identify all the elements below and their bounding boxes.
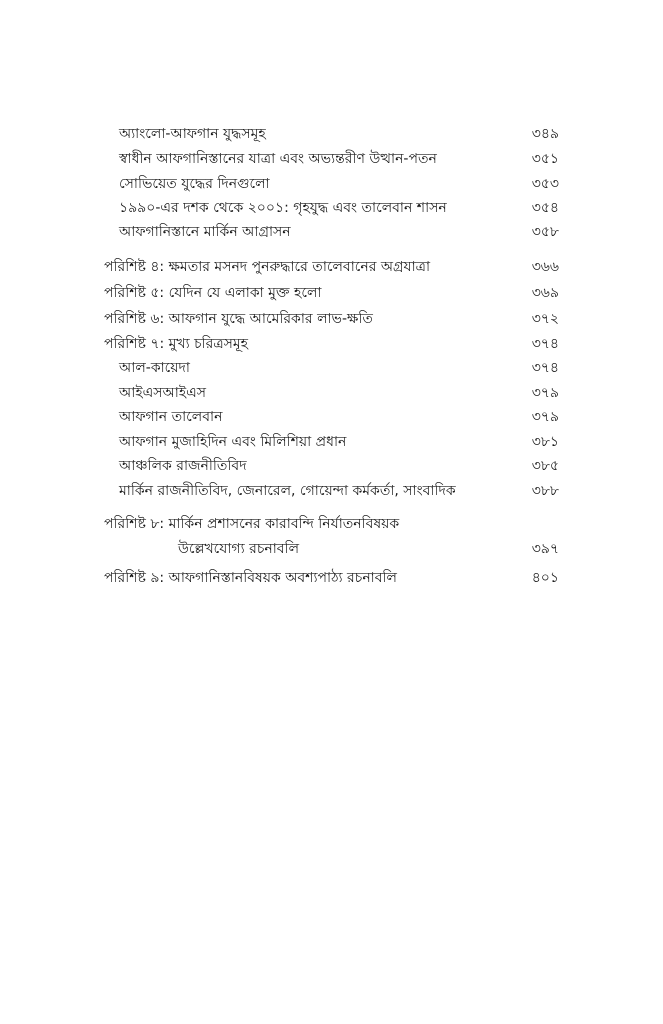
toc-entry-title: ১৯৯০-এর দশক থেকে ২০০১: গৃহযুদ্ধ এবং তালেবান শাসন [119,200,447,216]
toc-entry-page: ৩৭৯ [531,385,559,401]
toc-entry-title: মার্কিন রাজনীতিবিদ, জেনারেল, গোয়েন্দা কর্মকর্তা, সাংবাদিক [119,483,456,499]
toc-entry-page: ৩৪৯ [531,126,559,142]
toc-entry[interactable] [0,148,663,170]
toc-entry-page: ৩৯৭ [531,541,559,557]
toc-entry[interactable] [0,480,663,502]
toc-entry-page: ৩৮১ [531,434,559,450]
toc-entry-title: আফগান মুজাহিদিন এবং মিলিশিয়া প্রধান [119,434,347,450]
toc-entry-title: সোভিয়েত যুদ্ধের দিনগুলো [119,176,270,192]
toc-entry[interactable] [0,221,663,243]
toc-entry-title-continuation: উল্লেখযোগ্য রচনাবলি [178,541,300,557]
toc-entry[interactable] [0,431,663,453]
toc-entry[interactable] [0,197,663,219]
toc-appendix-9[interactable] [0,567,663,589]
toc-entry-title: আইএসআইএস [119,385,207,401]
toc-entry-page: ৩৬৯ [531,285,559,301]
toc-appendix-8[interactable] [0,513,663,535]
toc-entry-title: পরিশিষ্ট ৭: মুখ্য চরিত্রসমূহ [104,336,249,352]
toc-entry-title: পরিশিষ্ট ৫: যেদিন যে এলাকা মুক্ত হলো [104,285,322,301]
toc-entry-title: আফগানিস্তানে মার্কিন আগ্রাসন [119,224,291,240]
toc-entry-title: স্বাধীন আফগানিস্তানের যাত্রা এবং অভ্যন্তরীণ উত্থান-পতন [119,151,437,167]
toc-entry-page: ৩৫৮ [531,224,559,240]
toc-entry[interactable] [0,455,663,477]
toc-appendix-5[interactable] [0,282,663,304]
toc-entry-page: ৩৫১ [531,151,559,167]
toc-entry[interactable] [0,406,663,428]
toc-entry-page: ৪০১ [531,570,559,586]
toc-entry-page: ৩৫৩ [531,176,559,192]
toc-entry-title: পরিশিষ্ট ৯: আফগানিস্তানবিষয়ক অবশ্যপাঠ্য রচনাবলি [104,570,397,586]
toc-entry-title: আঞ্চলিক রাজনীতিবিদ [119,458,247,474]
toc-entry-title: অ্যাংলো-আফগান যুদ্ধসমূহ [119,126,266,142]
toc-entry-page: ৩৬৬ [531,259,559,275]
toc-entry[interactable] [0,123,663,145]
toc-entry-title: আফগান তালেবান [119,409,223,425]
toc-appendix-8-continuation[interactable] [0,538,663,560]
toc-appendix-4[interactable] [0,256,663,278]
toc-entry-page: ৩৭৪ [531,360,559,376]
toc-entry-page: ৩৫৪ [531,200,559,216]
toc-entry-page: ৩৭৪ [531,336,559,352]
toc-appendix-6[interactable] [0,308,663,330]
toc-entry-page: ৩৭৯ [531,409,559,425]
toc-entry[interactable] [0,173,663,195]
toc-appendix-7[interactable] [0,333,663,355]
toc-entry[interactable] [0,382,663,404]
toc-entry-title: পরিশিষ্ট ৬: আফগান যুদ্ধে আমেরিকার লাভ-ক্ষতি [104,311,373,327]
toc-entry[interactable] [0,357,663,379]
toc-entry-title: পরিশিষ্ট ৪: ক্ষমতার মসনদ পুনরুদ্ধারে তালেবানের অগ্রযাত্রা [104,259,430,275]
toc-entry-page: ৩৭২ [531,311,559,327]
toc-entry-page: ৩৮৫ [531,458,559,474]
toc-entry-title: আল-কায়েদা [119,360,190,376]
toc-entry-page: ৩৮৮ [531,483,559,499]
toc-entry-title: পরিশিষ্ট ৮: মার্কিন প্রশাসনের কারাবন্দি নির্যাতনবিষয়ক [104,516,400,532]
